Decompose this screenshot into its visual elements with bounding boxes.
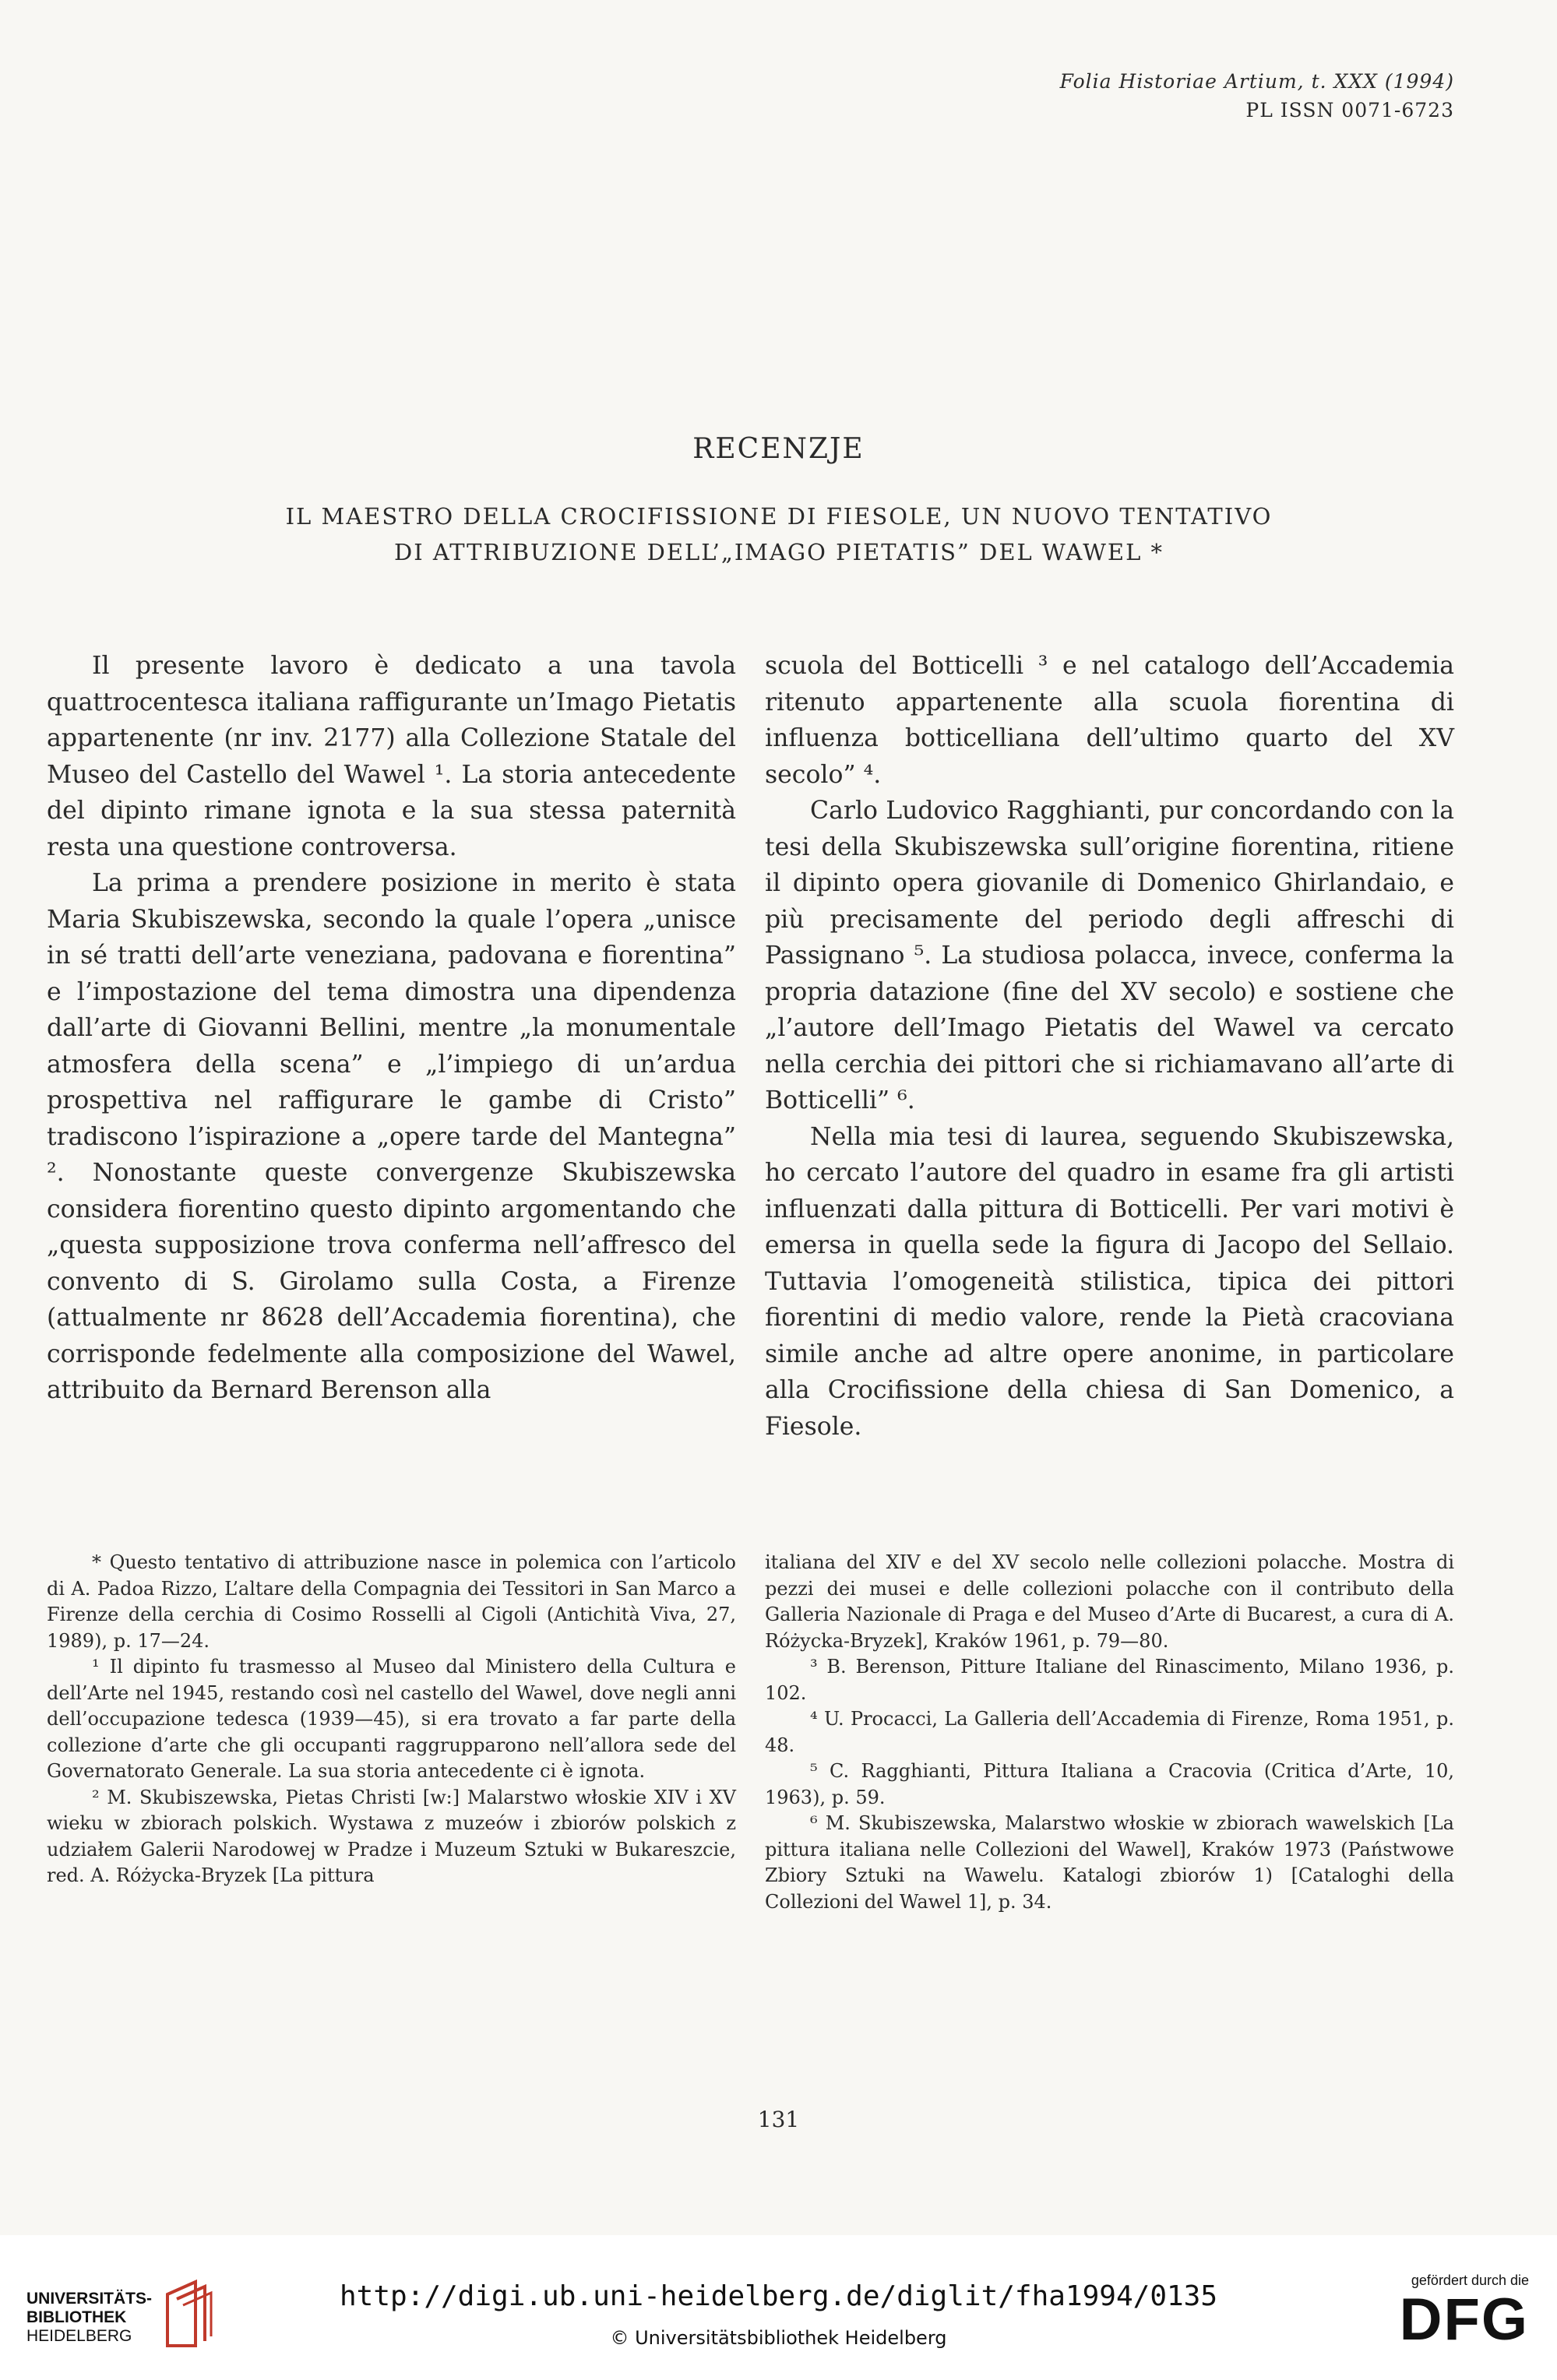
dfg-logo: DFG — [1399, 2287, 1529, 2353]
paragraph: La prima a prendere posizione in merito è stata Maria Skubiszewska, secondo la quale l’opera „unisce in sé tratti dell’arte veneziana, padovana e fiorentina” e l’impostazione del tema dimostra una dipendenza dall’arte di Giovanni Bellini, mentre „la monumentale atmosfera della scena” e „l’impiego di un’ardua prospettiva nel raffigurare le gambe di Cristo” tradiscono l’ispirazione a „opere tarde del Mantegna” ². Nonostante queste convergenze Skubiszewska considera fiorentino questo dipinto argomentando che „questa supposizione trova conferma nell’affresco del convento di S. Girolamo sulla Costa, a Firenze (attualmente nr 8628 dell’Accademia fiorentina), che corrisponde fedelmente alla composizione del Wawel, attribuito da Bernard Berenson alla — [47, 869, 736, 1404]
sponsor-block — [1350, 2273, 1529, 2351]
library-logo-line-2: BIBLIOTHEK — [26, 2308, 127, 2326]
footnote: ⁴ U. Procacci, La Galleria dell’Accademia di Firenze, Roma 1951, p. 48. — [765, 1708, 1454, 1756]
body-column-right — [765, 648, 1454, 1445]
article-title — [117, 498, 1441, 570]
library-logo-line-1: UNIVERSITÄTS- — [26, 2290, 153, 2308]
page-number: 131 — [757, 2107, 800, 2132]
footnotes-left — [47, 1550, 736, 1889]
footnote: ³ B. Berenson, Pitture Italiane del Rinascimento, Milano 1936, p. 102. — [765, 1656, 1454, 1704]
journal-citation: Folia Historiae Artium, t. XXX (1994) — [1059, 70, 1454, 93]
footnote: italiana del XIV e del XV secolo nelle collezioni polacche. Mostra di pezzi dei musei e delle collezioni polacche con il contributo della Galleria Nazionale di Praga e del Museo d’Arte di Bucarest, a cura di A. Różycka-Bryzek], Kraków 1961, p. 79—80. — [765, 1551, 1454, 1652]
sponsor-caption: gefördert durch die — [1411, 2273, 1529, 2288]
footnote: ¹ Il dipinto fu trasmesso al Museo dal Ministero della Cultura e dell’Arte nel 1945, restando così nel castello del Wawel, dove negli anni dell’occupazione tedesca (1939—45), si era trovato a far parte della collezione d’arte che gli occupanti raggrupparono nell’allora sede del Governatorato Generale. La sua storia antecedente ci è ignota. — [47, 1656, 736, 1782]
issn: PL ISSN 0071-6723 — [1245, 99, 1454, 121]
article-title-line-2: DI ATTRIBUZIONE DELL’„IMAGO PIETATIS” DEL WAWEL * — [393, 539, 1164, 565]
footnote: ⁶ M. Skubiszewska, Malarstwo włoskie w zbiorach wawelskich [La pittura italiana nelle Collezioni del Wawel], Kraków 1973 (Państwowe Zbiory Sztuki na Wawelu. Katalogi zbiorów 1) [Cataloghi della Collezioni del Wawel 1], p. 34. — [765, 1812, 1454, 1913]
footnote: ² M. Skubiszewska, Pietas Christi [w:] Malarstwo włoskie XIV i XV wieku w zbiorach polskich. Wystawa z muzeów i zbiorów polskich z udziałem Galerii Narodowej w Pradze i Muzeum Sztuki w Bukareszcie, red. A. Różycka-Bryzek [La pittura — [47, 1786, 736, 1886]
body-column-left — [47, 648, 736, 1409]
copyright-notice: © Universitätsbibliothek Heidelberg — [610, 2327, 947, 2349]
footnote: * Questo tentativo di attribuzione nasce in polemica con l’articolo di A. Padoa Rizzo, L’altare della Compagnia dei Tessitori in San Marco a Firenze della cerchia di Cosimo Rosselli al Cigoli (Antichità Viva, 27, 1989), p. 17—24. — [47, 1551, 736, 1652]
footnotes-right — [765, 1550, 1454, 1915]
paragraph: scuola del Botticelli ³ e nel catalogo dell’Accademia ritenuto appartenente alla scuola fiorentina di influenza botticelliana dell’ultimo quarto del XV secolo” ⁴. — [765, 652, 1454, 789]
digitization-footer — [0, 2235, 1557, 2380]
source-url-link[interactable]: http://digi.ub.uni-heidelberg.de/diglit/fha1994/0135 — [339, 2280, 1218, 2312]
paragraph: Il presente lavoro è dedicato a una tavola quattrocentesca italiana raffigurante un’Imago Pietatis appartenente (nr inv. 2177) alla Collezione Statale del Museo del Castello del Wawel ¹. La storia antecedente del dipinto rimane ignota e la sua stessa paternità resta una questione controversa. — [47, 652, 736, 861]
section-title: RECENZJE — [692, 433, 865, 465]
paragraph: Carlo Ludovico Ragghianti, pur concordando con la tesi della Skubiszewska sull’origine fiorentina, ritiene il dipinto opera giovanile di Domenico Ghirlandaio, e più precisamente del periodo degli affreschi di Passignano ⁵. La studiosa polacca, invece, conferma la propria datazione (fine del XV secolo) e sostiene che „l’autore dell’Imago Pietatis del Wawel va cercato nella cerchia dei pittori che si richiamavano all’arte di Botticelli” ⁶. — [765, 797, 1454, 1114]
footnote: ⁵ C. Ragghianti, Pittura Italiana a Cracovia (Critica d’Arte, 10, 1963), p. 59. — [765, 1760, 1454, 1808]
library-logo-line-3: HEIDELBERG — [26, 2327, 132, 2345]
paragraph: Nella mia tesi di laurea, seguendo Skubiszewska, ho cercato l’autore del quadro in esame fra gli artisti influenzati dalla pittura di Botticelli. Per vari motivi è emersa in quella sede la figura di Jacopo del Sellaio. Tuttavia l’omogeneità stilistica, tipica dei pittori fiorentini di medio valore, rende la Pietà cracoviana simile anche ad altre opere anonime, in particolare alla Crocifissione della chiesa di San Domenico, a Fiesole. — [765, 1122, 1454, 1441]
journal-header — [1060, 67, 1454, 125]
article-title-line-1: IL MAESTRO DELLA CROCIFISSIONE DI FIESOLE, UN NUOVO TENTATIVO — [285, 503, 1273, 530]
